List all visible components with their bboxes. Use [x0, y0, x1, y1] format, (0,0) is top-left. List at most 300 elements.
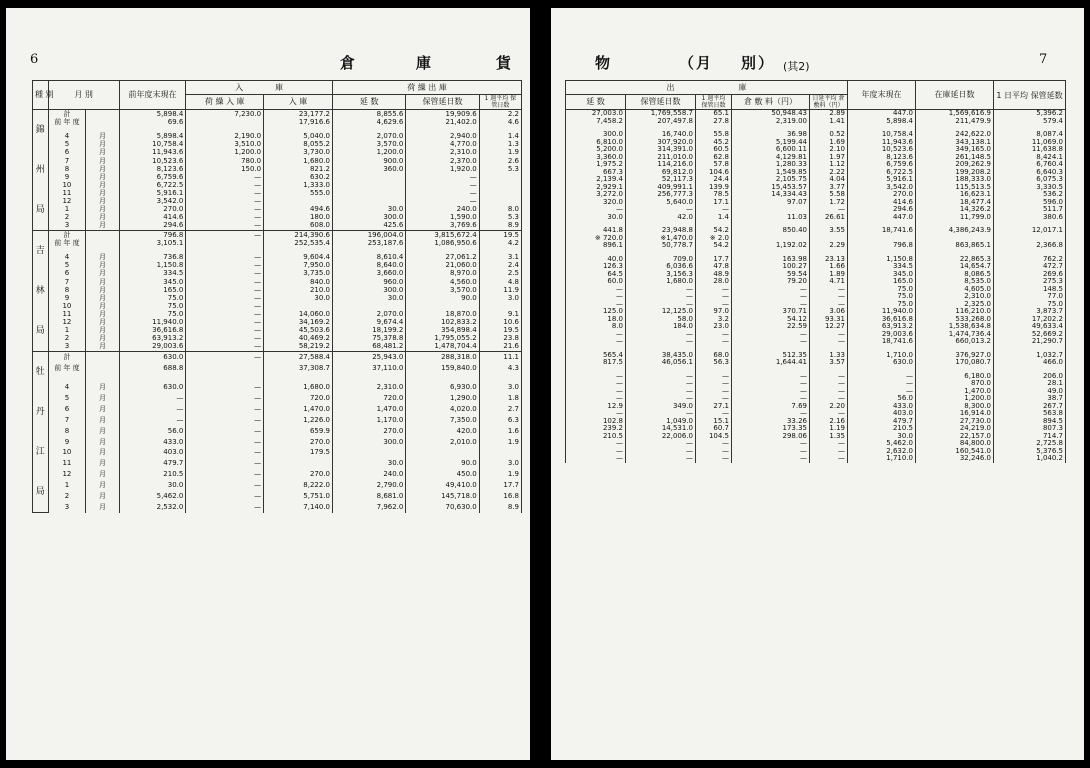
value-cell: 4.04	[810, 176, 848, 184]
value-cell: —	[186, 206, 264, 214]
value-cell: 78.5	[696, 191, 732, 199]
table-row	[33, 448, 522, 459]
value-cell	[479, 189, 521, 197]
value-cell: —	[186, 393, 264, 404]
value-cell: 3,360.0	[566, 154, 626, 162]
value-cell: —	[810, 301, 848, 309]
value-cell: 3.55	[810, 227, 848, 235]
value-cell: 36,616.8	[119, 327, 186, 335]
table-row	[566, 227, 1066, 235]
table-row	[33, 149, 522, 157]
value-cell: 270.0	[264, 469, 333, 480]
month-cell: 8	[48, 426, 86, 437]
value-cell: 17,202.2	[994, 316, 1066, 324]
month-cell: 月	[86, 165, 119, 173]
value-cell: 270.0	[848, 191, 916, 199]
month-cell: 前 年 度	[48, 118, 86, 126]
value-cell: 55.8	[696, 131, 732, 139]
value-cell: 22,157.0	[916, 433, 994, 441]
value-cell	[186, 374, 264, 383]
value-cell: 314,391.0	[626, 146, 696, 154]
col-end-stock: 年度末現在	[848, 81, 916, 110]
value-cell: —	[186, 426, 264, 437]
value-cell: 16,623.1	[916, 191, 994, 199]
value-cell: —	[810, 373, 848, 381]
value-cell: 270.0	[264, 437, 333, 448]
value-cell: 30.0	[264, 294, 333, 302]
value-cell: 4.71	[810, 278, 848, 286]
value-cell: 11,638.8	[994, 146, 1066, 154]
value-cell: 1,470.0	[916, 388, 994, 396]
table-row	[566, 338, 1066, 346]
value-cell: 47.8	[696, 263, 732, 271]
value-cell: 450.0	[406, 469, 479, 480]
value-cell: 1,795,055.2	[406, 335, 479, 343]
value-cell: 3,570.0	[406, 286, 479, 294]
value-cell: 4,020.0	[406, 404, 479, 415]
col-days: 延 数	[333, 95, 406, 110]
value-cell: 275.3	[994, 278, 1066, 286]
value-cell: 3,330.5	[994, 184, 1066, 192]
table-row	[33, 415, 522, 426]
value-cell: 7,458.2	[566, 118, 626, 126]
value-cell: 5,916.1	[848, 176, 916, 184]
value-cell: 38.7	[994, 395, 1066, 403]
value-cell: 32,246.0	[916, 455, 994, 463]
value-cell: —	[696, 395, 732, 403]
value-cell: —	[186, 278, 264, 286]
value-cell: 45.2	[696, 139, 732, 147]
value-cell	[186, 239, 264, 247]
value-cell: 56.3	[696, 359, 732, 367]
value-cell: 2,325.0	[916, 301, 994, 309]
value-cell: —	[406, 197, 479, 205]
table-row	[566, 214, 1066, 222]
value-cell: 42.0	[626, 214, 696, 222]
value-cell: 4.3	[479, 363, 521, 374]
value-cell: 1.41	[810, 118, 848, 126]
value-cell: 1.4	[479, 133, 521, 141]
value-cell: —	[696, 331, 732, 339]
value-cell: 3,815,672.4	[406, 231, 479, 240]
value-cell: 630.2	[264, 173, 333, 181]
value-cell: 23.0	[696, 323, 732, 331]
month-cell: 月	[86, 133, 119, 141]
value-cell: 170,080.7	[916, 359, 994, 367]
month-cell: 3	[48, 222, 86, 231]
value-cell: 5.3	[479, 214, 521, 222]
value-cell: —	[626, 331, 696, 339]
value-cell	[479, 173, 521, 181]
value-cell: 5,640.0	[626, 199, 696, 207]
region-name: 牡 丹 江 局	[33, 352, 49, 513]
value-cell: 209,262.9	[916, 161, 994, 169]
value-cell: 211,010.0	[626, 154, 696, 162]
month-cell: 月	[86, 302, 119, 310]
value-cell: 2,105.75	[732, 176, 810, 184]
month-cell: 9	[48, 294, 86, 302]
value-cell: —	[186, 189, 264, 197]
value-cell: 100.27	[732, 263, 810, 271]
value-cell: 2,070.0	[333, 133, 406, 141]
value-cell: 4.8	[479, 278, 521, 286]
value-cell: 23.13	[810, 256, 848, 264]
value-cell: 14,531.0	[626, 425, 696, 433]
month-cell: 6	[48, 404, 86, 415]
value-cell: 60.0	[566, 278, 626, 286]
value-cell: 807.3	[994, 425, 1066, 433]
value-cell: 253,187.6	[333, 239, 406, 247]
value-cell: 75.0	[119, 302, 186, 310]
value-cell: 70,630.0	[406, 502, 479, 513]
value-cell: 240.0	[333, 469, 406, 480]
region-name: 吉 林 局	[33, 231, 49, 352]
value-cell: 11.9	[479, 286, 521, 294]
value-cell: —	[186, 197, 264, 205]
value-cell	[186, 363, 264, 374]
value-cell: —	[732, 448, 810, 456]
value-cell: —	[626, 395, 696, 403]
value-cell: 1.69	[810, 139, 848, 147]
value-cell: 116,210.0	[916, 308, 994, 316]
month-cell: 12	[48, 197, 86, 205]
value-cell: 188,333.0	[916, 176, 994, 184]
value-cell: —	[732, 338, 810, 346]
value-cell: —	[566, 301, 626, 309]
value-cell: 1,549.85	[732, 169, 810, 177]
value-cell: 3,542.0	[848, 184, 916, 192]
col-district: 種 別	[33, 81, 49, 110]
value-cell: —	[566, 395, 626, 403]
value-cell: 8,640.0	[333, 262, 406, 270]
value-cell: —	[186, 262, 264, 270]
value-cell: 17.1	[696, 199, 732, 207]
value-cell: 62.8	[696, 154, 732, 162]
value-cell: 1.9	[479, 469, 521, 480]
value-cell: 102,833.2	[406, 318, 479, 326]
value-cell: 97.0	[696, 308, 732, 316]
value-cell: 12,017.1	[994, 227, 1066, 235]
value-cell: 6.3	[479, 415, 521, 426]
month-cell: 計	[48, 110, 86, 119]
value-cell: 343,138.1	[916, 139, 994, 147]
value-cell: 6,600.11	[732, 146, 810, 154]
month-cell: 5	[48, 141, 86, 149]
month-cell: 8	[48, 165, 86, 173]
value-cell: 3,570.0	[333, 141, 406, 149]
value-cell: 596.0	[994, 199, 1066, 207]
value-cell: 8,681.0	[333, 491, 406, 502]
value-cell: 10,758.4	[848, 131, 916, 139]
value-cell: 54.2	[696, 242, 732, 250]
value-cell: —	[732, 410, 810, 418]
value-cell: 555.0	[264, 189, 333, 197]
month-cell: 前 年 度	[48, 239, 86, 247]
value-cell: —	[696, 410, 732, 418]
value-cell: 49,410.0	[406, 480, 479, 491]
month-cell: 11	[48, 458, 86, 469]
col-day-avg: 1 日平均 保管延数	[994, 81, 1066, 110]
month-cell: 4	[48, 133, 86, 141]
value-cell: 16,914.0	[916, 410, 994, 418]
value-cell: 6,640.3	[994, 169, 1066, 177]
value-cell: 2,370.0	[406, 157, 479, 165]
value-cell: 2,725.8	[994, 440, 1066, 448]
value-cell: —	[566, 293, 626, 301]
value-cell: 75,378.8	[333, 335, 406, 343]
value-cell: 18,199.2	[333, 327, 406, 335]
value-cell: 1,200.0	[916, 395, 994, 403]
value-cell: 5,376.5	[994, 448, 1066, 456]
month-cell: 5	[48, 262, 86, 270]
value-cell: 180.0	[264, 214, 333, 222]
value-cell: 8,123.6	[848, 154, 916, 162]
table-row	[33, 383, 522, 394]
value-cell: —	[732, 373, 810, 381]
value-cell: —	[186, 448, 264, 459]
value-cell: 1.3	[479, 141, 521, 149]
value-cell: —	[186, 222, 264, 231]
value-cell: 6,810.0	[566, 139, 626, 147]
value-cell: 1.89	[810, 271, 848, 279]
value-cell: —	[696, 388, 732, 396]
value-cell: 370.71	[732, 308, 810, 316]
value-cell: 5.58	[810, 191, 848, 199]
value-cell: 579.4	[994, 118, 1066, 126]
value-cell: 6,036.6	[626, 263, 696, 271]
month-cell: 月	[86, 173, 119, 181]
value-cell: 1.72	[810, 199, 848, 207]
value-cell: 2.20	[810, 403, 848, 411]
value-cell: 27,588.4	[264, 352, 333, 364]
value-cell: 1,644.41	[732, 359, 810, 367]
value-cell: 360.0	[333, 165, 406, 173]
value-cell: 863,865.1	[916, 242, 994, 250]
value-cell: 5,396.2	[994, 110, 1066, 118]
value-cell: 54.2	[696, 227, 732, 235]
value-cell: 27,730.0	[916, 418, 994, 426]
value-cell: —	[119, 415, 186, 426]
value-cell: —	[848, 388, 916, 396]
month-cell: 2	[48, 214, 86, 222]
value-cell: —	[406, 181, 479, 189]
month-cell: 6	[48, 149, 86, 157]
title-part-5: （月	[679, 54, 714, 72]
value-cell: 7,962.0	[333, 502, 406, 513]
value-cell: —	[848, 373, 916, 381]
table-row	[566, 242, 1066, 250]
value-cell: 8,970.0	[406, 270, 479, 278]
value-cell: 60.5	[696, 146, 732, 154]
table-row	[566, 455, 1066, 463]
table-row	[33, 270, 522, 278]
value-cell: 1,150.8	[119, 262, 186, 270]
col-in-main: 入 庫	[264, 95, 333, 110]
value-cell: 16,740.0	[626, 131, 696, 139]
value-cell: 7,230.0	[186, 110, 264, 119]
value-cell: 896.1	[566, 242, 626, 250]
value-cell: 75.0	[119, 294, 186, 302]
value-cell: 210.0	[264, 286, 333, 294]
value-cell: —	[810, 455, 848, 463]
table-row	[33, 278, 522, 286]
value-cell: 3,735.0	[264, 270, 333, 278]
value-cell: 63,913.2	[848, 323, 916, 331]
table-row	[33, 469, 522, 480]
value-cell: 4.6	[479, 118, 521, 126]
month-cell: 月	[86, 222, 119, 231]
value-cell: —	[186, 294, 264, 302]
month-cell: 月	[86, 270, 119, 278]
value-cell: 22,865.3	[916, 256, 994, 264]
value-cell: 0.52	[810, 131, 848, 139]
value-cell	[479, 374, 521, 383]
value-cell: —	[186, 415, 264, 426]
value-cell: 3.0	[479, 383, 521, 394]
value-cell: 354,898.4	[406, 327, 479, 335]
value-cell: —	[732, 440, 810, 448]
value-cell: 63,913.2	[119, 335, 186, 343]
month-cell: 7	[48, 157, 86, 165]
value-cell: 252,535.4	[264, 239, 333, 247]
value-cell: 494.6	[264, 206, 333, 214]
value-cell: 380.6	[994, 214, 1066, 222]
col-fee-avg: 日延平均 倉敷料（円）	[810, 95, 848, 110]
value-cell: —	[810, 286, 848, 294]
month-cell: 月	[86, 415, 119, 426]
value-cell: 5,200.0	[566, 146, 626, 154]
month-cell: 月	[86, 448, 119, 459]
value-cell: —	[186, 404, 264, 415]
value-cell: 1,226.0	[264, 415, 333, 426]
month-cell: 9	[48, 437, 86, 448]
value-cell: 4,129.81	[732, 154, 810, 162]
value-cell: 447.0	[848, 110, 916, 118]
value-cell: —	[186, 310, 264, 318]
value-cell: 1,192.02	[732, 242, 810, 250]
value-cell: 26.61	[810, 214, 848, 222]
value-cell: —	[186, 480, 264, 491]
value-cell: 22.59	[732, 323, 810, 331]
value-cell: 3.57	[810, 359, 848, 367]
value-cell: 58.0	[626, 316, 696, 324]
page-number-right: 7	[1039, 52, 1048, 67]
value-cell: 8,855.6	[333, 110, 406, 119]
value-cell: 8,300.0	[916, 403, 994, 411]
month-cell: 月	[86, 206, 119, 214]
value-cell: 1,290.0	[406, 393, 479, 404]
value-cell: —	[732, 395, 810, 403]
value-cell: —	[566, 206, 626, 214]
col-kuri-group: 荷 繰 出 庫	[333, 81, 522, 95]
value-cell: 345.0	[119, 278, 186, 286]
value-cell: 24,219.0	[916, 425, 994, 433]
value-cell	[119, 374, 186, 383]
month-cell: 10	[48, 181, 86, 189]
value-cell: 30.0	[566, 214, 626, 222]
value-cell: —	[626, 448, 696, 456]
value-cell: 163.98	[732, 256, 810, 264]
value-cell: 817.5	[566, 359, 626, 367]
value-cell: 3,873.7	[994, 308, 1066, 316]
col-in-group: 入 庫	[186, 81, 333, 95]
value-cell: —	[696, 455, 732, 463]
value-cell: 9.1	[479, 310, 521, 318]
value-cell: 294.6	[848, 206, 916, 214]
col-in-kuri: 荷 繰 入 庫	[186, 95, 264, 110]
value-cell: 796.8	[848, 242, 916, 250]
value-cell: 64.5	[566, 271, 626, 279]
value-cell: 414.6	[119, 214, 186, 222]
value-cell: 1,769,558.7	[626, 110, 696, 118]
month-cell: 2	[48, 491, 86, 502]
value-cell: 3,272.0	[566, 191, 626, 199]
value-cell: 240.0	[406, 206, 479, 214]
value-cell: 1,049.0	[626, 418, 696, 426]
value-cell: 56.0	[848, 395, 916, 403]
month-cell: 11	[48, 189, 86, 197]
value-cell: 24.4	[696, 176, 732, 184]
table-row	[33, 491, 522, 502]
value-cell: —	[566, 380, 626, 388]
value-cell: 1,200.0	[186, 149, 264, 157]
value-cell: 6,760.4	[994, 161, 1066, 169]
value-cell: 50,778.7	[626, 242, 696, 250]
value-cell: 27.1	[696, 403, 732, 411]
value-cell: 2.29	[810, 242, 848, 250]
value-cell: —	[186, 231, 264, 240]
value-cell: 17,916.6	[264, 118, 333, 126]
value-cell: 30.0	[333, 294, 406, 302]
value-cell: —	[186, 502, 264, 513]
value-cell: —	[186, 173, 264, 181]
value-cell: —	[566, 286, 626, 294]
value-cell: 23.8	[479, 335, 521, 343]
value-cell	[479, 448, 521, 459]
value-cell: 17.7	[479, 480, 521, 491]
value-cell: —	[848, 380, 916, 388]
col-out-group: 出 庫	[566, 81, 848, 95]
value-cell: 2.5	[479, 270, 521, 278]
value-cell: 2,940.0	[406, 133, 479, 141]
value-cell: 148.5	[994, 286, 1066, 294]
value-cell: —	[186, 302, 264, 310]
month-cell: 月	[86, 214, 119, 222]
value-cell: —	[626, 301, 696, 309]
value-cell: 11,943.6	[848, 139, 916, 147]
month-cell: 月	[86, 157, 119, 165]
value-cell: 536.2	[994, 191, 1066, 199]
value-cell: 3,769.6	[406, 222, 479, 231]
value-cell: —	[696, 448, 732, 456]
month-cell	[86, 231, 119, 240]
table-row	[33, 426, 522, 437]
value-cell: 1,569,616.9	[916, 110, 994, 118]
right-page	[551, 8, 1084, 760]
value-cell	[333, 181, 406, 189]
value-cell: 269.6	[994, 271, 1066, 279]
value-cell: 27.8	[696, 118, 732, 126]
value-cell: —	[732, 380, 810, 388]
value-cell: 2,070.0	[333, 310, 406, 318]
value-cell: 1,975.2	[566, 161, 626, 169]
value-cell: 4,605.0	[916, 286, 994, 294]
value-cell: —	[810, 410, 848, 418]
value-cell: 6,180.0	[916, 373, 994, 381]
value-cell: 6,759.6	[119, 173, 186, 181]
value-cell: —	[566, 440, 626, 448]
value-cell: 870.0	[916, 380, 994, 388]
